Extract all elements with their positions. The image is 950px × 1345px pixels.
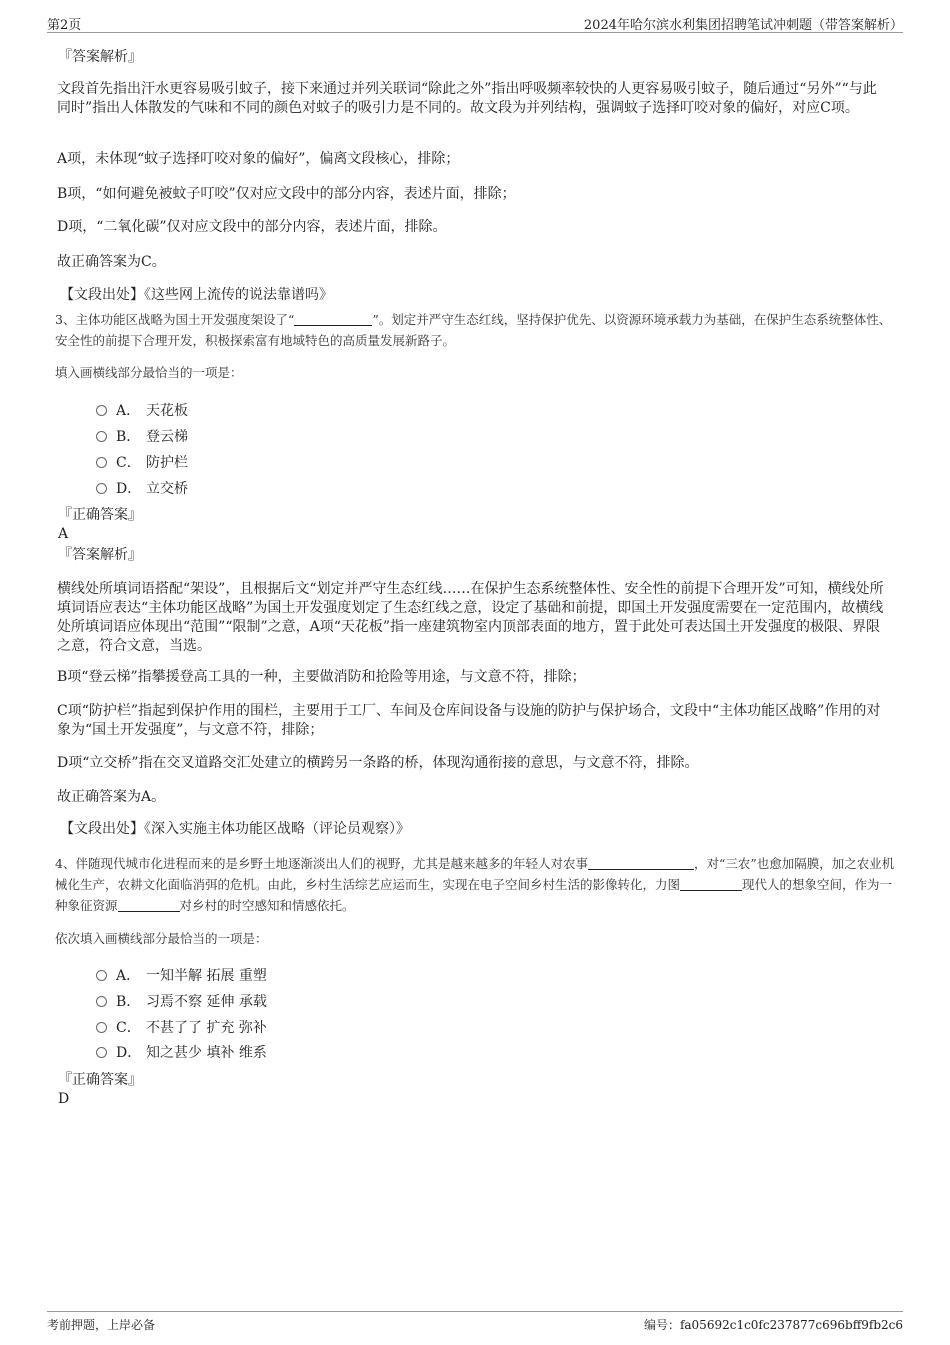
radio-icon[interactable] — [96, 1022, 107, 1033]
question-4-option-a[interactable]: A． 一知半解 拓展 重塑 — [96, 965, 267, 985]
question-3-explanation-c: C项“防护栏”指起到保护作用的围栏，主要用于工厂、车间及仓库间设备与设施的防护与保护场合，文段中“主体功能区战略”作用的对象为“国土开发强度”，与文意不符，排除； — [57, 703, 881, 738]
radio-icon[interactable] — [96, 457, 107, 468]
footer-slogan: 考前押题，上岸必备 — [47, 1318, 156, 1332]
source-citation: 【文段出处】《深入实施主体功能区战略（评论员观察）》 — [60, 821, 410, 837]
radio-icon[interactable] — [96, 483, 107, 494]
question-3-option-a[interactable]: A． 天花板 — [96, 400, 188, 420]
question-3-prompt: 填入画横线部分最恰当的一项是： — [55, 365, 243, 380]
question-4-option-d[interactable]: D． 知之甚少 填补 维系 — [96, 1042, 267, 1062]
explanation-option-d: D项，“二氧化碳”仅对应文段中的部分内容，表述片面，排除。 — [57, 219, 447, 235]
page-number: 第2页 — [47, 18, 82, 33]
question-3-stem — [55, 309, 903, 351]
question-3-text-1: 3、主体功能区战略为国土开发强度架设了“ — [55, 312, 295, 327]
document-id: 编号：fa05692c1c0fc237877c696bff9fb2c6 — [643, 1318, 903, 1332]
question-3-conclusion: 故正确答案为A。 — [57, 789, 166, 805]
question-4-prompt: 依次填入画横线部分最恰当的一项是： — [55, 931, 268, 946]
source-citation: 【文段出处】《这些网上流传的说法靠谱吗》 — [60, 287, 333, 303]
fill-blank — [680, 878, 742, 891]
radio-icon[interactable] — [96, 405, 107, 416]
question-4-option-c[interactable]: C． 不甚了了 扩充 弥补 — [96, 1017, 267, 1037]
radio-icon[interactable] — [96, 431, 107, 442]
fill-blank — [118, 899, 180, 912]
page-footer — [47, 1311, 903, 1332]
explanation-option-b: B项，“如何避免被蚊子叮咬”仅对应文段中的部分内容，表述片面，排除； — [57, 186, 516, 202]
radio-icon[interactable] — [96, 1047, 107, 1058]
question-3-explanation-d: D项“立交桥”指在交叉道路交汇处建立的横跨另一条路的桥，体现沟通衔接的意思，与文意不符，排除。 — [57, 755, 699, 771]
radio-icon[interactable] — [96, 996, 107, 1007]
fill-blank — [588, 857, 694, 870]
question-4-option-b[interactable]: B． 习焉不察 延伸 承载 — [96, 991, 267, 1011]
radio-icon[interactable] — [96, 970, 107, 981]
question-3-option-c[interactable]: C． 防护栏 — [96, 452, 188, 472]
correct-answer-label: 『正确答案』 — [58, 507, 142, 523]
page-header — [47, 12, 903, 33]
explanation-label: 『答案解析』 — [58, 49, 142, 65]
correct-answer-value: D — [58, 1091, 70, 1107]
question-3-explanation: 横线处所填词语搭配“架设”，且根据后文“划定并严守生态红线……在保护生态系统整体性、安全性的前提下合理开发”可知，横线处所填词语应表达“主体功能区战略”为国土开发强度划定了生态红线之意，设定了基础和前提，即国土开发强度需要在一定范围内，故横线处所填词语应体现出“范围”“限制”之意，A项“天花板”指一座建筑物室内顶部表面的地方，置于此处可表达国土开发强度的极限、界限之意，符合文意，当选。 — [57, 581, 884, 654]
question-3-text-2: ”。划定并严守生态红线，坚持保护优先、以资源环境承载力为基础，在保护生态系统整体性、安全性的前提下合理开发，积极探索富有地域特色的高质量发展新路子。 — [55, 312, 892, 348]
question-3-explanation-b: B项“登云梯”指攀援登高工具的一种，主要做消防和抢险等用途，与文意不符，排除； — [57, 669, 586, 685]
fill-blank — [294, 313, 372, 326]
explanation-label: 『答案解析』 — [58, 547, 142, 563]
document-title: 2024年哈尔滨水利集团招聘笔试冲刺题（带答案解析） — [583, 18, 903, 33]
correct-answer-value: A — [58, 526, 69, 542]
question-3-option-b[interactable]: B． 登云梯 — [96, 426, 188, 446]
question-4-stem: 4、伴随现代城市化进程而来的是乡野土地逐渐淡出人们的视野，尤其是越来越多的年轻人对农事 ，对“三农”也愈加隔膜，加之农业机械化生产，农耕文化面临消弭的危机。由此，乡村生活综艺应运而生，实现在电子空间乡村生活的影像转化，力图 现代人的想象空间，作为一种象征资源 对乡村的时空感知和情感依托。 — [55, 856, 895, 913]
explanation-option-a: A项，未体现“蚊子选择叮咬对象的偏好”，偏离文段核心，排除； — [57, 151, 460, 167]
explanation-conclusion: 故正确答案为C。 — [57, 254, 166, 270]
explanation-paragraph: 文段首先指出汗水更容易吸引蚊子，接下来通过并列关联词“除此之外”指出呼吸频率较快的人更容易吸引蚊子，随后通过“另外”“与此同时”指出人体散发的气味和不同的颜色对蚊子的吸引力是不同的。故文段为并列结构，强调蚊子选择叮咬对象的偏好，对应C项。 — [57, 81, 877, 116]
question-3-option-d[interactable]: D． 立交桥 — [96, 478, 188, 498]
correct-answer-label: 『正确答案』 — [58, 1072, 142, 1088]
